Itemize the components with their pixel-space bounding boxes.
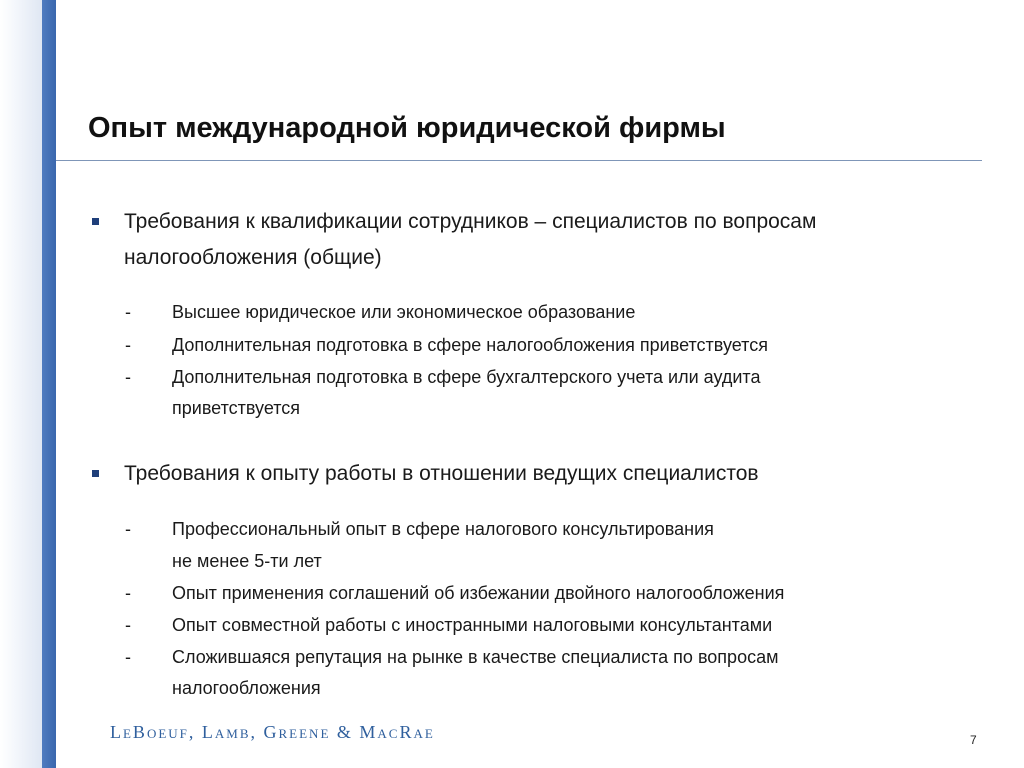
list-item-text: Высшее юридическое или экономическое образование bbox=[172, 302, 636, 322]
dash-marker: - bbox=[125, 302, 131, 322]
company-logo: LeBoeuf, Lamb, Greene & MacRae bbox=[110, 722, 435, 742]
accent-side-bar bbox=[42, 0, 56, 768]
bullet-text-line: Требования к опыту работы в отношении ведущих специалистов bbox=[124, 462, 759, 485]
dash-marker: - bbox=[125, 583, 131, 603]
bullet-text-line: Требования к квалификации сотрудников – специалистов по вопросам bbox=[124, 210, 817, 233]
bullet-text-line: налогообложения (общие) bbox=[124, 246, 382, 269]
list-item-text: Сложившаяся репутация на рынке в качестве специалиста по вопросам bbox=[172, 647, 779, 667]
side-gradient bbox=[0, 0, 42, 768]
list-item-text: Опыт совместной работы с иностранными налоговыми консультантами bbox=[172, 615, 773, 635]
square-bullet-icon bbox=[92, 470, 99, 477]
dash-marker: - bbox=[125, 519, 131, 539]
list-item-text: налогообложения bbox=[172, 678, 321, 698]
dash-marker: - bbox=[125, 615, 131, 635]
dash-marker: - bbox=[125, 335, 131, 355]
list-item-text: Дополнительная подготовка в сфере налогообложения приветствуется bbox=[172, 335, 768, 355]
square-bullet-icon bbox=[92, 218, 99, 225]
dash-marker: - bbox=[125, 647, 131, 667]
list-item-text: не менее 5-ти лет bbox=[172, 551, 322, 571]
list-item-text: Дополнительная подготовка в сфере бухгалтерского учета или аудита bbox=[172, 367, 761, 387]
list-item-text: Профессиональный опыт в сфере налогового консультирования bbox=[172, 519, 714, 539]
list-item-text: Опыт применения соглашений об избежании двойного налогообложения bbox=[172, 583, 785, 603]
page-number: 7 bbox=[970, 733, 977, 747]
slide-title: Опыт международной юридической фирмы bbox=[88, 112, 726, 144]
list-item-text: приветствуется bbox=[172, 398, 301, 418]
dash-marker: - bbox=[125, 367, 131, 387]
title-divider bbox=[56, 160, 982, 161]
